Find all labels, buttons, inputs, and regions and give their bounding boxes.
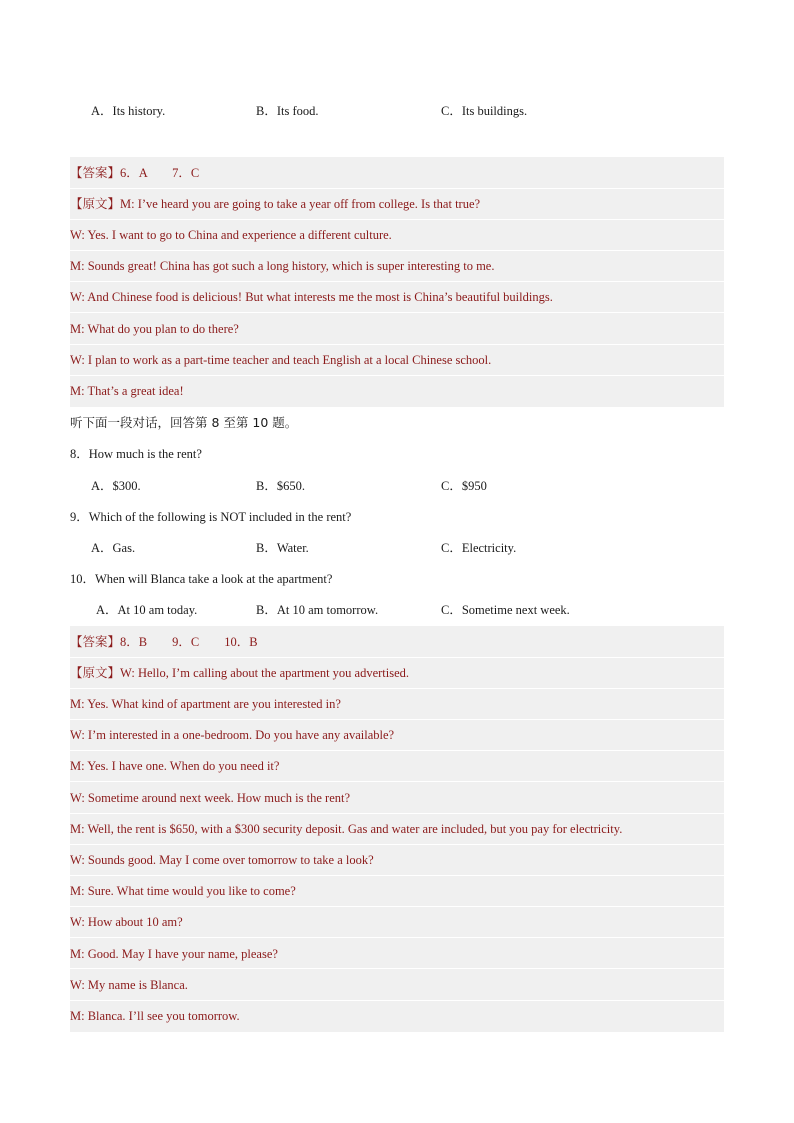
transcript-line: W: How about 10 am? xyxy=(70,915,183,929)
answer-key-1 xyxy=(70,165,199,181)
transcript-first-line-1 xyxy=(70,196,480,212)
transcript-line: M: Yes. I have one. When do you need it? xyxy=(70,759,280,773)
transcript-tag: 【原文】 xyxy=(70,665,121,680)
question-8-option-b: B．$650. xyxy=(256,479,305,493)
transcript-line: W: And Chinese food is delicious! But what interests me the most is China’s beautiful buildings. xyxy=(70,290,553,304)
answer-text: 6．A 7．C xyxy=(120,166,200,180)
transcript-line: W: Yes. I want to go to China and experience a different culture. xyxy=(70,228,392,242)
transcript-line: M: Blanca. I’ll see you tomorrow. xyxy=(70,1009,240,1023)
transcript-line: M: Sounds great! China has got such a long history, which is super interesting to me. xyxy=(70,259,495,273)
answer-block-1 xyxy=(70,157,724,407)
question-8-option-a: A．$300. xyxy=(91,479,141,493)
q7-option-c: C．Its buildings. xyxy=(441,104,528,118)
transcript-line: W: Sometime around next week. How much is the rent? xyxy=(70,791,351,805)
question-8-option-c: C．$950 xyxy=(441,479,487,493)
transcript-line: W: Hello, I’m calling about the apartment you advertised. xyxy=(120,666,410,680)
q7-option-b: B．Its food. xyxy=(256,104,319,118)
question-9-option-b: B．Water. xyxy=(256,541,309,555)
transcript-line: M: I’ve heard you are going to take a year off from college. Is that true? xyxy=(120,197,481,211)
question-8-stem: 8．How much is the rent? xyxy=(70,447,202,461)
transcript-line: W: I’m interested in a one-bedroom. Do you have any available? xyxy=(70,728,395,742)
question-9-option-c: C．Electricity. xyxy=(441,541,517,555)
transcript-first-line-2 xyxy=(70,665,409,681)
transcript-line: M: Well, the rent is $650, with a $300 security deposit. Gas and water are included, but you pay for electricity. xyxy=(70,822,623,836)
answer-key-2 xyxy=(70,634,258,650)
question-10-option-b: B．At 10 am tomorrow. xyxy=(256,603,379,617)
transcript-line: M: Yes. What kind of apartment are you interested in? xyxy=(70,697,341,711)
answer-tag: 【答案】 xyxy=(70,165,121,180)
transcript-line: M: Sure. What time would you like to come? xyxy=(70,884,296,898)
question-10-option-c: C．Sometime next week. xyxy=(441,603,570,617)
transcript-tag: 【原文】 xyxy=(70,196,121,211)
section-instruction: 听下面一段对话，回答第 8 至第 10 题。 xyxy=(70,415,298,430)
transcript-line: M: What do you plan to do there? xyxy=(70,322,239,336)
answer-tag: 【答案】 xyxy=(70,634,121,649)
transcript-line: W: I plan to work as a part-time teacher and teach English at a local Chinese school. xyxy=(70,353,492,367)
transcript-line: W: Sounds good. May I come over tomorrow to take a look? xyxy=(70,853,374,867)
transcript-line: W: My name is Blanca. xyxy=(70,978,188,992)
question-10-stem: 10．When will Blanca take a look at the apartment? xyxy=(70,572,333,586)
question-10-option-a: A．At 10 am today. xyxy=(96,603,198,617)
transcript-line: M: Good. May I have your name, please? xyxy=(70,947,278,961)
question-9-option-a: A．Gas. xyxy=(91,541,136,555)
transcript-line: M: That’s a great idea! xyxy=(70,384,184,398)
question-9-stem: 9．Which of the following is NOT included in the rent? xyxy=(70,510,352,524)
q7-option-a: A．Its history. xyxy=(91,104,166,118)
answer-text: 8．B 9．C 10．B xyxy=(120,635,258,649)
